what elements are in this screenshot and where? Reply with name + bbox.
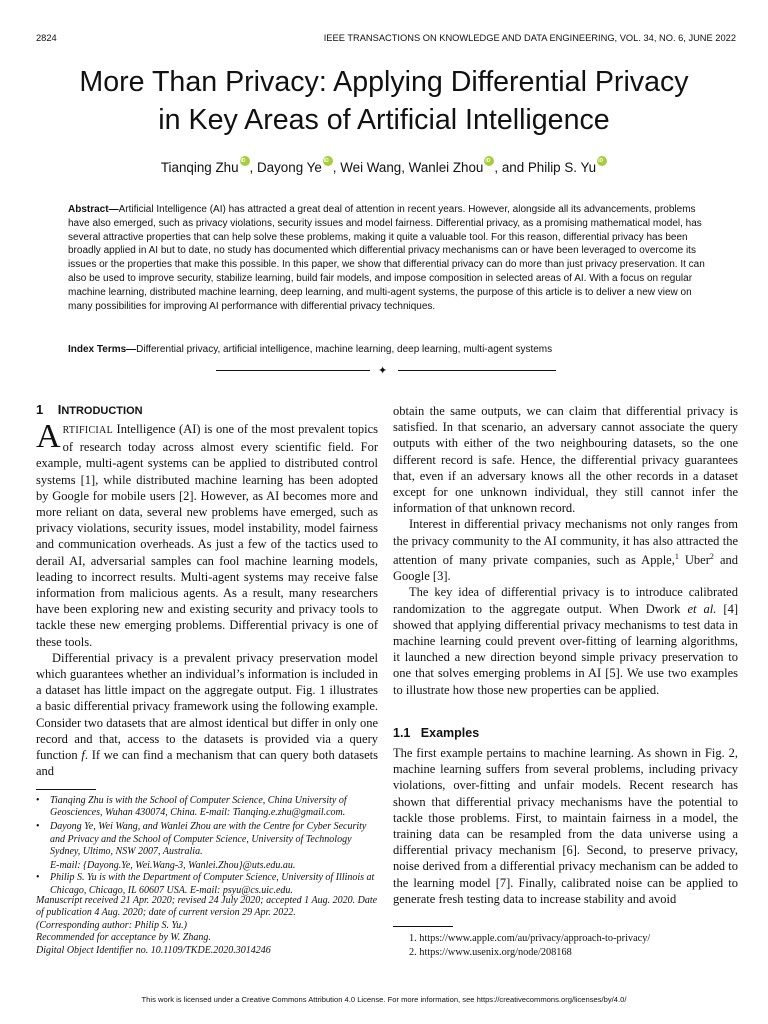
affiliation-2-email: E-mail: {Dayong.Ye, Wei.Wang-3, Wanlei.Zhou}@uts.edu.au.: [50, 860, 296, 872]
drop-cap: A: [36, 418, 61, 455]
orcid-icon[interactable]: [597, 156, 607, 166]
manuscript-info: [36, 895, 381, 957]
intro-paragraph-1: ARTIFICIAL Intelligence (AI) is one of the most prevalent topics of research today across almost every scientific field. For example, multi-agent systems can be applied to distributed control systems [1], while distributed machine learning has been adopted by Google for mobile users [2]. However, as AI becomes more and more reliant on data, several new problems have emerged, such as privacy violations, security issues, model instability, model fairness and communication overheads. As just a few of the tactics used to derail AI, adversarial samples can fool machine learning models, leading to incorrect results. Multi-agent systems may receive false information from malicious agents. As a result, many researchers have been exploring new and existing security and privacy tools to tackle these new emerging problems. Differential privacy is one of these tools.: [36, 418, 378, 649]
diamond-icon: ✦: [378, 365, 388, 377]
corresponding-author: (Corresponding author: Philip S. Yu.): [36, 919, 187, 931]
abstract-text: Artificial Intelligence (AI) has attracted a great deal of attention in recent years. However, alongside all its advancements, problems have also emerged, such as privacy violations, security issues and model fairness. Differential privacy, as a promising mathematical model, has several attractive properties that can help solve these problems, making it quite a valuable tool. For this reason, differential privacy has been broadly applied in AI but to date, no study has documented which differential privacy mechanisms can or have been leveraged to overcome its issues or the properties that make this possible. In this paper, we show that differential privacy can do more than just privacy preservation. It can also be used to improve security, stabilize learning, build fair models, and impose composition in selected areas of AI. With a focus on regular machine learning, distributed machine learning, deep learning, and multi-agent systems, the purpose of this article is to deliver a new view on many possibilities for improving AI performance with differential privacy techniques.: [68, 204, 705, 312]
doi: Digital Object Identifier no. 10.1109/TKDE.2020.3014246: [36, 944, 271, 956]
affiliation-3: • Philip S. Yu is with the Department of Computer Science, University of Illinois at Chicago, Chicago, IL 60607 USA. E-mail: psyu@cs.uic.edu.: [36, 872, 381, 897]
index-terms-label: Index Terms: [68, 344, 127, 355]
orcid-icon[interactable]: [323, 156, 333, 166]
title-line-1: More Than Privacy: Applying Differential Privacy: [79, 66, 689, 98]
right-column-bottom: [393, 745, 738, 907]
divider-left: [216, 370, 370, 371]
right-paragraph-2: Interest in differential privacy mechanisms not only ranges from the privacy community to the AI community, it has also attracted the attention of many private companies, such as Apple,$^1$ Uber$^2$ and Google [3].: [393, 517, 738, 584]
footnote-url-1[interactable]: 1. https://www.apple.com/au/privacy/approach-to-privacy/: [409, 933, 651, 944]
footnote-url-2[interactable]: 2. https://www.usenix.org/node/208168: [409, 946, 572, 958]
section-title-rest: NTRODUCTION: [61, 405, 143, 417]
license-notice: This work is licensed under a Creative Commons Attribution 4.0 License. For more information, see https://creativecommons.org/licenses/by/4.0/: [141, 995, 627, 1004]
section-number: 1: [36, 402, 44, 417]
author-3: , Wei Wang, Wanlei Zhou: [332, 160, 484, 175]
section-heading-introduction: [36, 402, 143, 417]
right-paragraph-3: The key idea of differential privacy is to introduce calibrated randomization to the aggregate output. When Dwork et al. [4] showed that applying differential privacy mechanisms to test data in machine learning could prevent over-fitting of learning algorithms, it launched a new direction beyond simple privacy preservation to one that solves emerging problems in AI [5]. We use two examples to illustrate how those new properties can be applied.: [393, 585, 739, 697]
running-header: [36, 33, 736, 43]
right-column-top: [393, 403, 738, 698]
index-terms: Index Terms—Differential privacy, artificial intelligence, machine learning, deep learning, multi-agent systems: [68, 344, 553, 355]
divider-right: [398, 370, 556, 371]
author-2: , Dayong Ye: [249, 160, 322, 175]
paper-title: [0, 63, 768, 139]
footnote-ref-1[interactable]: 1: [674, 551, 679, 561]
author-4: , and Philip S. Yu: [494, 160, 597, 175]
title-line-2: in Key Areas of Artificial Intelligence: [158, 104, 610, 136]
author-1: Tianqing Zhu: [160, 160, 239, 175]
url-footnotes: [393, 932, 738, 959]
section-first-letter: I: [57, 402, 62, 417]
author-list: [0, 156, 768, 175]
abstract: Abstract—Artificial Intelligence (AI) has attracted a great deal of attention in recent years. However, alongside all its advancements, problems have also emerged, such as privacy violations, security issues and model fairness. Differential privacy, as a promising mathematical model, has several attractive properties that can help solve these problems, making it quite a valuable tool. For this reason, differential privacy has been broadly applied in AI but to date, no study has documented which differential privacy mechanisms can or have been leveraged to overcome its issues or the properties that make this possible. In this paper, we show that differential privacy can do more than just privacy preservation. It can also be used to improve security, stabilize learning, build fair models, and impose composition in selected areas of AI. With a focus on regular machine learning, distributed machine learning, deep learning, and multi-agent systems, the purpose of this article is to deliver a new view on many possibilities for improving AI performance with differential privacy techniques.: [68, 204, 705, 312]
footnote-ref-2[interactable]: 2: [709, 551, 714, 561]
manuscript-dates: Manuscript received 21 Apr. 2020; revised 24 July 2020; accepted 1 Aug. 2020. Date of publication 4 Aug. 2020; date of current version 29 Apr. 2022.: [36, 895, 378, 919]
affiliation-footnotes: [36, 795, 381, 899]
subsection-heading-examples: 1.1 Examples: [393, 726, 480, 740]
right-paragraph-4: The first example pertains to machine learning. As shown in Fig. 2, machine learning suffers from several problems, including privacy violations, over-fitting and unfair models. Recent research has shown that differential privacy mechanisms have the potential to tackle those problems. First, to maintain fairness in a model, the training data can be resampled from the data universe using a differential privacy mechanism [6]. Second, to preserve privacy, noise derived from a differential privacy mechanism can be added to the learning model [7]. Finally, calibrated noise can be applied to generate fresh testing data to increase stability and avoid: [393, 746, 738, 906]
footnote-rule-right: [393, 926, 453, 927]
orcid-icon[interactable]: [484, 156, 494, 166]
recommended-by: Recommended for acceptance by W. Zhang.: [36, 932, 211, 944]
journal-name: IEEE TRANSACTIONS ON KNOWLEDGE AND DATA ENGINEERING, VOL. 34, NO. 6, JUNE 2022: [323, 33, 736, 43]
left-column: [36, 418, 378, 779]
orcid-icon[interactable]: [240, 156, 250, 166]
affiliation-1: • Tianqing Zhu is with the School of Computer Science, China University of Geosciences, Wuhan 430074, China. E-mail: Tianqing.e.zhu@gmail.com.: [36, 795, 381, 820]
page-number: 2824: [36, 33, 57, 43]
footnote-rule-left: [36, 789, 96, 790]
intro-paragraph-2: Differential privacy is a prevalent privacy preservation model which guarantees whether an individual’s information is included in a dataset has little impact on the aggregate output. Fig. 1 illustrates a basic differential privacy framework using the following example. Consider two datasets that are almost identical but differ in only one record and that, access to the datasets is provided via a query function f. If we can find a mechanism that can query both datasets and: [36, 650, 378, 779]
abstract-label: Abstract: [68, 204, 109, 215]
affiliation-2: • Dayong Ye, Wei Wang, and Wanlei Zhou are with the Centre for Cyber Security and Privacy and the School of Computer Science, University of Technology Sydney, Ultimo, NSW 2007, Australia.: [36, 821, 381, 858]
index-terms-text: Differential privacy, artificial intelligence, machine learning, deep learning, multi-agent systems: [136, 344, 553, 355]
smallcaps-word: RTIFICIAL: [62, 425, 113, 436]
right-paragraph-1: obtain the same outputs, we can claim that differential privacy is satisfied. In that scenario, an adversary cannot associate the query outputs with either of the two neighbouring datasets, so the one different record is safe. Hence, the differential privacy guarantees that, even if an adversary knows all the other records in a dataset except for one unknown individual, they still cannot infer the information of that unknown record.: [393, 404, 738, 516]
